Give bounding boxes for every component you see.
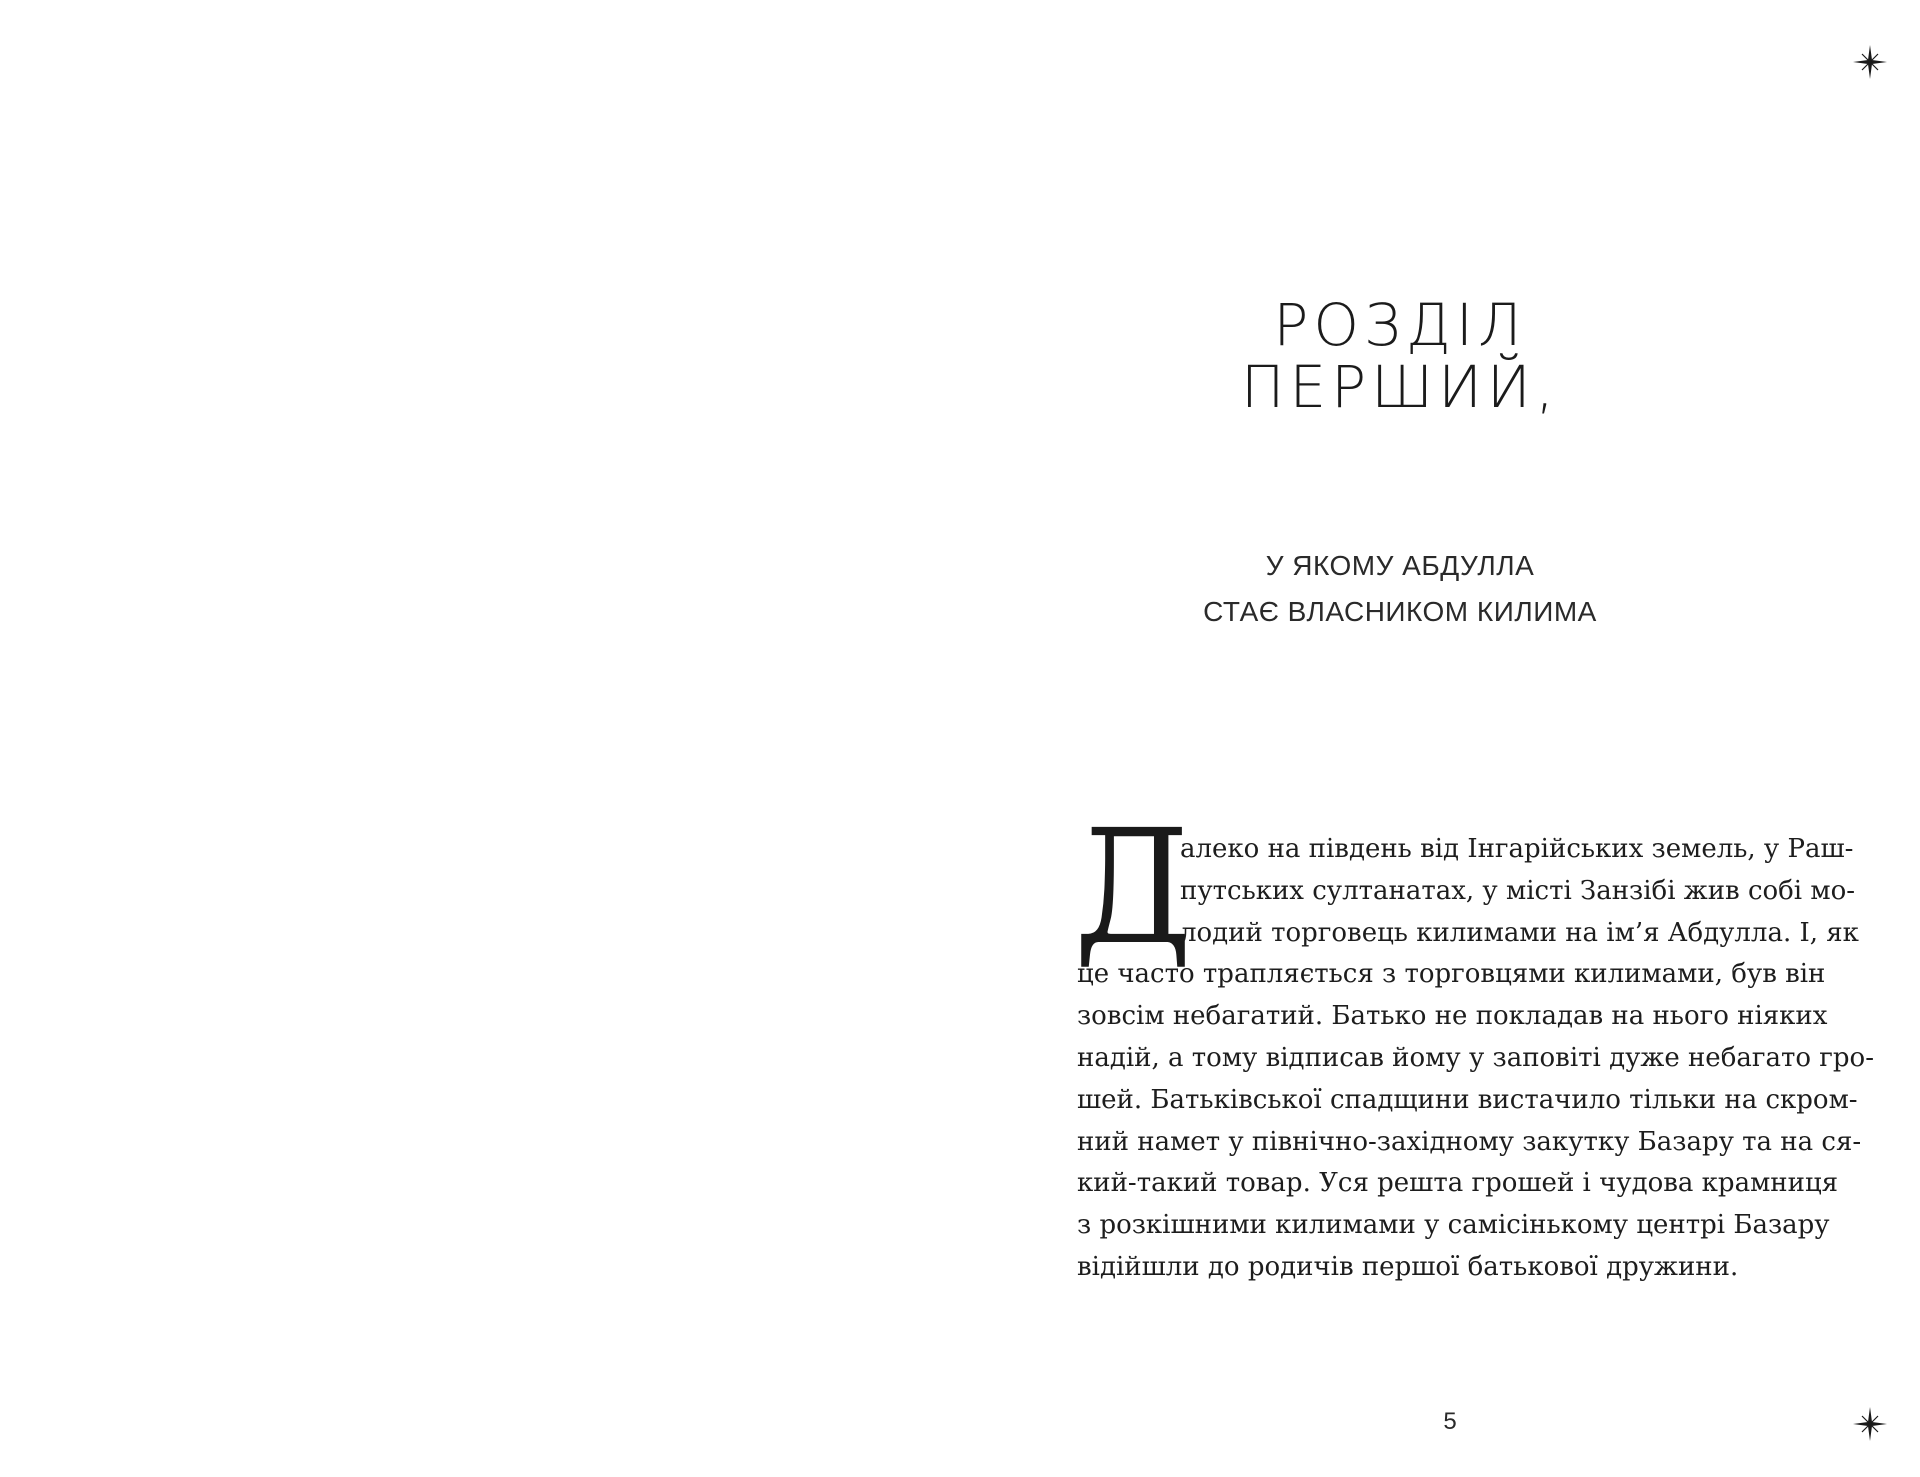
text-line: це часто трапляється з торговцями килимами, був він bbox=[1077, 959, 1826, 990]
chapter-title-line: РОЗДІЛ bbox=[1273, 291, 1527, 359]
text-line: відійшли до родичів першої батькової дружини. bbox=[1077, 1251, 1739, 1282]
four-point-star-icon bbox=[1852, 1406, 1888, 1442]
text-line: з розкішними килимами у самісінькому центрі Базару bbox=[1077, 1210, 1830, 1241]
chapter-title bbox=[1100, 291, 1700, 421]
text-line: алеко на південь від Інгарійських земель, у Раш- bbox=[1180, 834, 1854, 864]
chapter-title-line: ПЕРШИЙ, bbox=[1240, 353, 1560, 421]
text-line: шей. Батьківської спадщини вистачило тільки на скром- bbox=[1077, 1084, 1858, 1115]
drop-cap-letter: Д bbox=[1074, 796, 1193, 980]
text-line: зовсім небагатий. Батько не покладав на нього ніяких bbox=[1077, 1001, 1828, 1032]
text-line: путських султанатах, у місті Занзібі жив собі мо- bbox=[1180, 875, 1856, 906]
chapter-subtitle-line: У ЯКОМУ АБДУЛЛА bbox=[1265, 550, 1535, 581]
chapter-body-text bbox=[1077, 829, 1874, 1289]
chapter-subtitle-line: СТАЄ ВЛАСНИКОМ КИЛИМА bbox=[1203, 596, 1597, 627]
four-point-star-icon bbox=[1852, 44, 1888, 80]
chapter-subtitle bbox=[1100, 543, 1700, 635]
text-line: лодий торговець килимами на ім’я Абдулла. І, як bbox=[1180, 917, 1859, 948]
text-line: ний намет у північно-західному закутку Базару та на ся- bbox=[1077, 1126, 1862, 1157]
text-line: надій, а тому відписав йому у заповіті дуже небагато гро- bbox=[1077, 1042, 1874, 1073]
text-line: кий-такий товар. Уся решта грошей і чудова крамниця bbox=[1077, 1168, 1839, 1199]
page-number: 5 bbox=[1443, 1408, 1457, 1435]
